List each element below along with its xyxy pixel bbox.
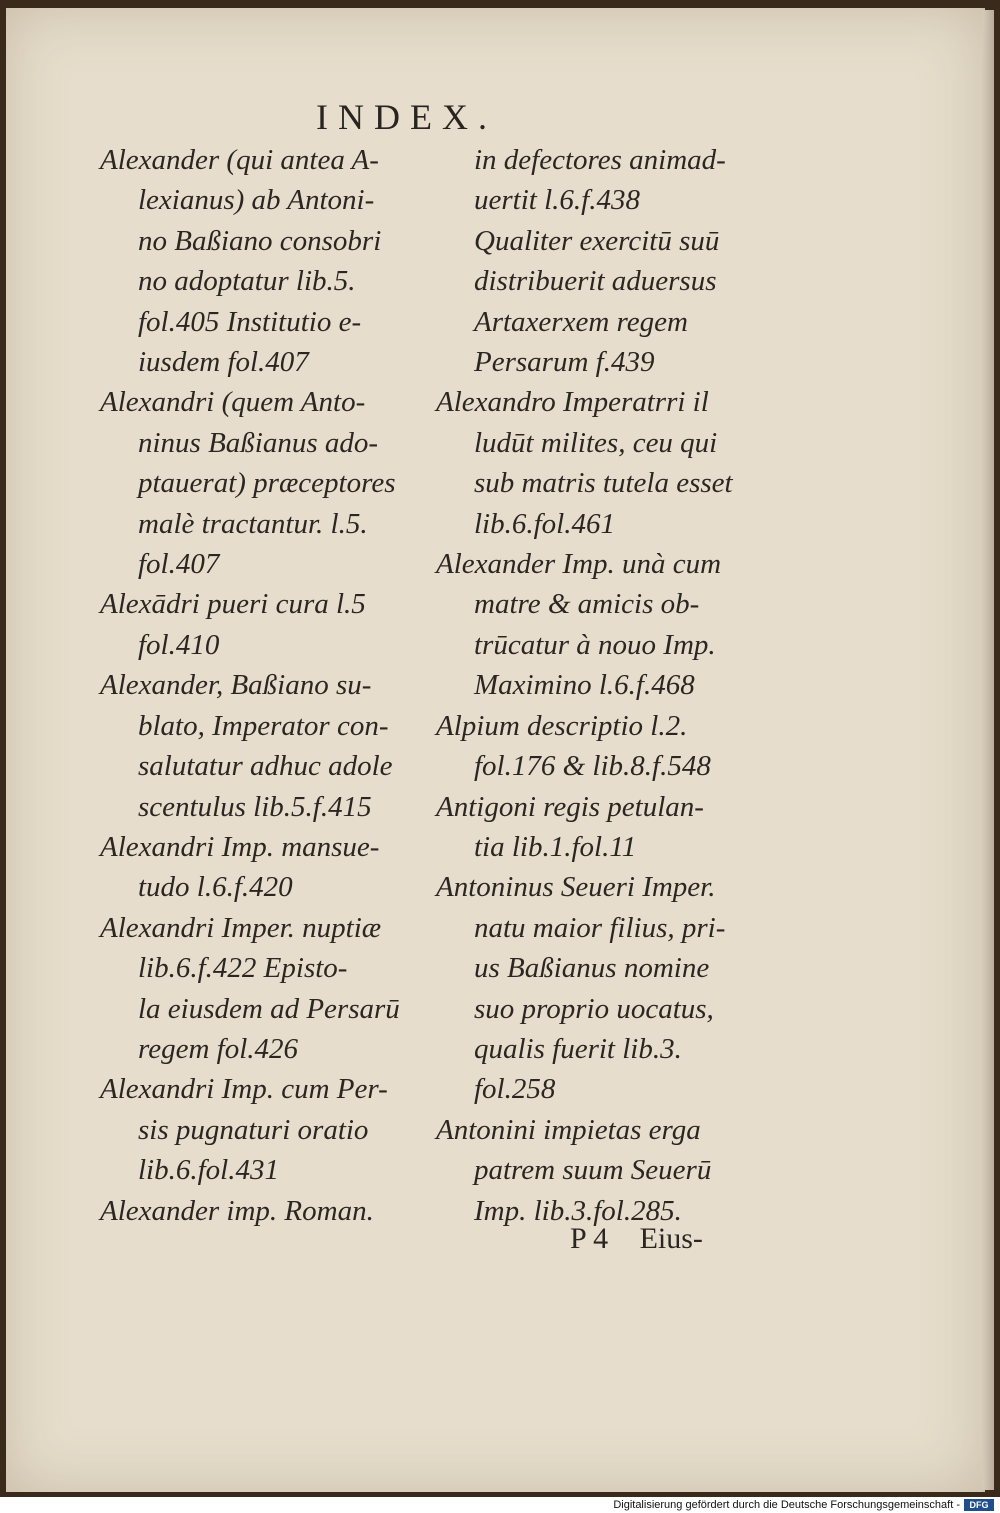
- index-entry-line: natu maior filius, pri-: [474, 911, 726, 944]
- index-entry-line: suo proprio uocatus,: [474, 992, 714, 1025]
- index-entry: [100, 1191, 420, 1231]
- index-entry-line: Persarum f.439: [474, 346, 655, 379]
- index-entry-line: regem fol.426: [138, 1032, 299, 1065]
- index-entry-line: fol.410: [138, 628, 220, 661]
- index-entry: [436, 1110, 756, 1231]
- index-entry-line: Alexander, Baßiano su-: [100, 669, 372, 702]
- index-entry-line: Maximino l.6.f.468: [474, 669, 695, 702]
- index-entry-line: Artaxerxem regem: [474, 305, 688, 338]
- index-entry-line: ninus Baßianus ado-: [138, 426, 379, 459]
- index-entry-line: Alexandro Imperatrri il: [436, 386, 709, 419]
- index-entry-line: fol.405 Institutio e-: [138, 305, 362, 338]
- index-entry-line: Alexander imp. Roman.: [100, 1194, 374, 1227]
- index-column-right: [436, 140, 756, 1231]
- index-column-left: [100, 140, 420, 1231]
- index-entry-line: Antigoni regis petulan-: [436, 790, 704, 823]
- index-entry-line: la eiusdem ad Persarū: [138, 992, 400, 1025]
- digitization-footer: [0, 1497, 1000, 1513]
- index-entry-line: qualis fuerit lib.3.: [474, 1032, 682, 1065]
- index-entry-line: Alexandri Imp. cum Per-: [100, 1073, 388, 1106]
- index-entry-line: fol.176 & lib.8.f.548: [474, 750, 711, 783]
- index-entry-line: Alpium descriptio l.2.: [436, 709, 688, 742]
- index-entry: [436, 787, 756, 868]
- index-entry-line: distribuerit aduersus: [474, 265, 717, 298]
- index-entry: [100, 382, 420, 584]
- index-entry-line: no adoptatur lib.5.: [138, 265, 356, 298]
- index-entry-line: ptauerat) præceptores: [138, 467, 396, 500]
- index-entry-line: iusdem fol.407: [138, 346, 309, 379]
- footer-credit: Digitalisierung gefördert durch die Deutsche Forschungsgemeinschaft -: [613, 1499, 960, 1511]
- index-entry-line: sub matris tutela esset: [474, 467, 733, 500]
- index-entry-line: lexianus) ab Antoni-: [138, 184, 375, 217]
- index-entry-line: Imp. lib.3.fol.285.: [474, 1194, 682, 1227]
- index-entry-line: trūcatur à nouo Imp.: [474, 628, 716, 661]
- index-entry-line: ludūt milites, ceu qui: [474, 426, 718, 459]
- index-entry: [436, 706, 756, 787]
- index-entry: [436, 544, 756, 706]
- index-entry-line: Alexandri Imper. nuptiæ: [100, 911, 382, 944]
- index-entry-line: scentulus lib.5.f.415: [138, 790, 372, 823]
- index-entry: [436, 140, 756, 382]
- catchword: Eius-: [639, 1222, 703, 1255]
- index-entry: [100, 1069, 420, 1190]
- index-entry-line: matre & amicis ob-: [474, 588, 700, 621]
- index-entry-line: Alexander Imp. unà cum: [436, 548, 722, 581]
- index-entry-line: tudo l.6.f.420: [138, 871, 293, 904]
- index-entry: [100, 827, 420, 908]
- index-entry-line: uertit l.6.f.438: [474, 184, 640, 217]
- index-entry-line: Alexandri (quem Anto-: [100, 386, 366, 419]
- catchline: [570, 1222, 727, 1256]
- index-entry-line: in defectores animad-: [474, 144, 726, 176]
- index-entry: [100, 140, 420, 382]
- index-entry: [100, 584, 420, 665]
- index-entry-line: Antonini impietas erga: [436, 1113, 701, 1146]
- index-entry-line: salutatur adhuc adole: [138, 750, 393, 783]
- dfg-logo: DFG: [964, 1499, 994, 1511]
- index-entry-line: Alexander (qui antea A-: [100, 144, 379, 176]
- index-entry-line: tia lib.1.fol.11: [474, 830, 637, 863]
- index-entry-line: patrem suum Seuerū: [474, 1154, 712, 1187]
- index-entry-line: sis pugnaturi oratio: [138, 1113, 369, 1146]
- index-entry-line: us Baßianus nomine: [474, 952, 710, 985]
- index-entry-line: fol.407: [138, 548, 220, 581]
- index-entry-line: fol.258: [474, 1073, 556, 1106]
- signature-mark: P 4: [570, 1222, 609, 1255]
- index-entry: [436, 867, 756, 1109]
- index-entry-line: Qualiter exercitū suū: [474, 224, 720, 257]
- index-entry-line: lib.6.f.422 Episto-: [138, 952, 348, 985]
- index-entry-line: Alexandri Imp. mansue-: [100, 830, 380, 863]
- page-edge: [982, 10, 994, 1490]
- index-entry: [436, 382, 756, 544]
- running-head: INDEX.: [316, 97, 497, 137]
- index-entry-line: Antoninus Seueri Imper.: [436, 871, 716, 904]
- index-entry-line: malè tractantur. l.5.: [138, 507, 368, 540]
- index-entry-line: lib.6.fol.461: [474, 507, 615, 540]
- index-entry: [100, 665, 420, 827]
- index-entry-line: lib.6.fol.431: [138, 1154, 279, 1187]
- index-entry: [100, 908, 420, 1070]
- index-entry-line: blato, Imperator con-: [138, 709, 389, 742]
- index-entry-line: no Baßiano consobri: [138, 224, 382, 257]
- index-entry-line: Alexādri pueri cura l.5: [100, 588, 366, 621]
